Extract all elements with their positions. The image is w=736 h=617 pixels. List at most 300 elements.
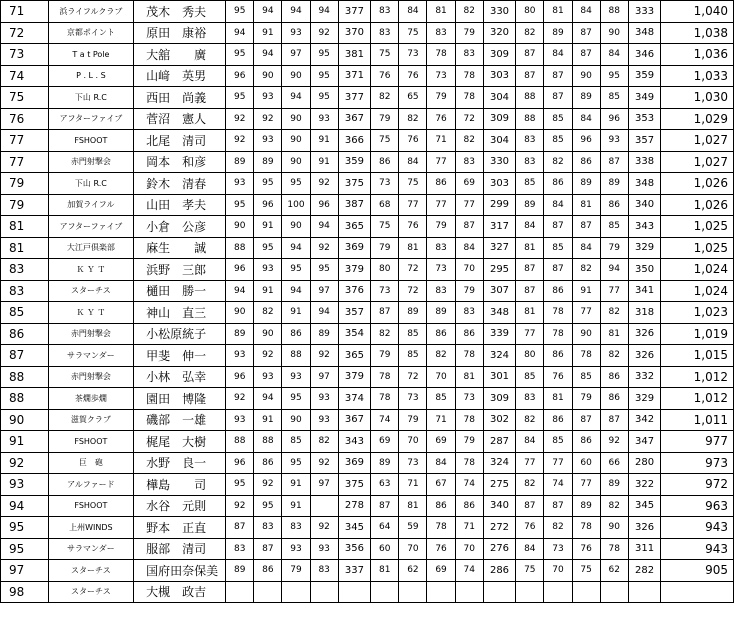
series1-score-4: 97 — [310, 366, 338, 388]
name-cell: 茂木 秀夫 — [134, 1, 226, 23]
series3-subtotal: 349 — [628, 87, 660, 109]
series2-subtotal: 324 — [483, 345, 515, 367]
series1-score-2: 88 — [254, 431, 282, 453]
series1-score-2: 86 — [254, 560, 282, 582]
series3-score-3: 87 — [572, 216, 600, 238]
total-cell: 973 — [661, 452, 734, 474]
club-cell: アルファード — [48, 474, 134, 496]
series2-score-1: 78 — [371, 366, 399, 388]
series1-score-3: 91 — [282, 495, 310, 517]
series3-score-3: 89 — [572, 87, 600, 109]
series1-score-1: 92 — [226, 495, 254, 517]
series2-score-4: 83 — [455, 302, 483, 324]
series1-score-3: 94 — [282, 1, 310, 23]
series2-score-4: 78 — [455, 65, 483, 87]
series1-score-1: 96 — [226, 259, 254, 281]
rank-cell: 91 — [1, 431, 49, 453]
series3-subtotal: 322 — [628, 474, 660, 496]
rank-cell: 83 — [1, 259, 49, 281]
series2-subtotal: 272 — [483, 517, 515, 539]
table-row — [1, 44, 734, 66]
series1-score-1: 87 — [226, 517, 254, 539]
name-cell: 山﨑 英男 — [134, 65, 226, 87]
series3-score-3: 60 — [572, 452, 600, 474]
series3-score-1: 80 — [516, 1, 544, 23]
table-row — [1, 474, 734, 496]
series1-score-1: 94 — [226, 280, 254, 302]
series1-subtotal: 366 — [338, 130, 370, 152]
rank-cell: 95 — [1, 517, 49, 539]
series1-score-1: 93 — [226, 173, 254, 195]
table-row — [1, 1, 734, 23]
series1-score-4: 93 — [310, 108, 338, 130]
series1-score-1: 88 — [226, 431, 254, 453]
club-cell: アフターファイブ — [48, 216, 134, 238]
series3-subtotal: 326 — [628, 345, 660, 367]
series1-score-1: 89 — [226, 560, 254, 582]
series2-score-2: 70 — [399, 538, 427, 560]
club-cell: 大江戸倶楽部 — [48, 237, 134, 259]
club-cell: 赤門射撃会 — [48, 151, 134, 173]
series1-score-3: 95 — [282, 259, 310, 281]
series3-score-1: 82 — [516, 474, 544, 496]
series3-score-4: 66 — [600, 452, 628, 474]
series2-score-3: 73 — [427, 65, 455, 87]
series3-score-2: 86 — [544, 345, 572, 367]
series3-score-3: 75 — [572, 560, 600, 582]
series1-subtotal: 376 — [338, 280, 370, 302]
series2-score-4: 86 — [455, 495, 483, 517]
series1-score-3: 93 — [282, 22, 310, 44]
series2-subtotal: 301 — [483, 366, 515, 388]
series1-subtotal: 374 — [338, 388, 370, 410]
series1-subtotal: 369 — [338, 237, 370, 259]
series2-score-1: 86 — [371, 151, 399, 173]
series3-score-4: 87 — [600, 151, 628, 173]
series2-score-4: 69 — [455, 173, 483, 195]
club-cell: 巨 砲 — [48, 452, 134, 474]
series3-score-3: 86 — [572, 151, 600, 173]
series3-score-4: 90 — [600, 517, 628, 539]
series1-score-4 — [310, 581, 338, 603]
series2-subtotal: 320 — [483, 22, 515, 44]
series2-score-3: 83 — [427, 237, 455, 259]
series3-score-4: 85 — [600, 216, 628, 238]
series3-score-1: 84 — [516, 431, 544, 453]
series3-score-4: 81 — [600, 323, 628, 345]
series3-score-1 — [516, 581, 544, 603]
series2-score-3: 86 — [427, 495, 455, 517]
series1-score-1: 89 — [226, 151, 254, 173]
series3-score-2: 78 — [544, 323, 572, 345]
total-cell: 972 — [661, 474, 734, 496]
series2-score-1: 83 — [371, 1, 399, 23]
series1-score-2: 91 — [254, 216, 282, 238]
series3-score-2: 82 — [544, 151, 572, 173]
name-cell: 水谷 元則 — [134, 495, 226, 517]
series1-score-1: 88 — [226, 237, 254, 259]
series1-score-2: 91 — [254, 280, 282, 302]
series2-score-4: 87 — [455, 216, 483, 238]
series2-score-3: 69 — [427, 560, 455, 582]
series1-score-2: 92 — [254, 474, 282, 496]
table-row — [1, 173, 734, 195]
name-cell: 国府田奈保美 — [134, 560, 226, 582]
series2-score-2: 81 — [399, 237, 427, 259]
series2-score-4: 72 — [455, 108, 483, 130]
series2-score-2: 62 — [399, 560, 427, 582]
series1-score-1: 93 — [226, 345, 254, 367]
series1-subtotal: 343 — [338, 431, 370, 453]
series3-score-1: 81 — [516, 237, 544, 259]
series2-score-1: 79 — [371, 108, 399, 130]
table-row — [1, 560, 734, 582]
series1-subtotal: 337 — [338, 560, 370, 582]
total-cell: 1,026 — [661, 173, 734, 195]
club-cell: サラマンダー — [48, 345, 134, 367]
series1-score-4: 94 — [310, 1, 338, 23]
series2-score-1: 82 — [371, 323, 399, 345]
series1-score-1: 95 — [226, 474, 254, 496]
name-cell: 小倉 公彦 — [134, 216, 226, 238]
series3-subtotal — [628, 581, 660, 603]
name-cell: 麻生 誠 — [134, 237, 226, 259]
series1-score-3: 91 — [282, 302, 310, 324]
series2-score-2: 85 — [399, 345, 427, 367]
rank-cell: 79 — [1, 194, 49, 216]
series2-score-2: 85 — [399, 323, 427, 345]
series2-score-1: 87 — [371, 302, 399, 324]
total-cell: 1,027 — [661, 151, 734, 173]
series3-score-1: 81 — [516, 302, 544, 324]
series1-score-4: 94 — [310, 302, 338, 324]
series1-score-3: 93 — [282, 366, 310, 388]
series3-score-4: 87 — [600, 409, 628, 431]
name-cell: 水野 良一 — [134, 452, 226, 474]
series2-subtotal: 304 — [483, 87, 515, 109]
series1-subtotal: 375 — [338, 173, 370, 195]
table-row — [1, 388, 734, 410]
series1-score-1: 96 — [226, 366, 254, 388]
series1-score-1 — [226, 581, 254, 603]
series3-score-3: 79 — [572, 388, 600, 410]
series1-score-4: 97 — [310, 474, 338, 496]
series1-score-4: 95 — [310, 87, 338, 109]
total-cell: 1,011 — [661, 409, 734, 431]
series1-score-2: 95 — [254, 237, 282, 259]
series3-score-4: 82 — [600, 302, 628, 324]
series3-score-3: 87 — [572, 22, 600, 44]
series2-score-4: 79 — [455, 431, 483, 453]
series1-score-2: 96 — [254, 194, 282, 216]
series2-score-2: 73 — [399, 388, 427, 410]
name-cell: 大舘 廣 — [134, 44, 226, 66]
series1-score-4: 93 — [310, 538, 338, 560]
series1-score-1: 95 — [226, 1, 254, 23]
series1-score-4: 93 — [310, 409, 338, 431]
series2-score-1 — [371, 581, 399, 603]
series2-score-3: 76 — [427, 108, 455, 130]
series1-score-2: 86 — [254, 452, 282, 474]
series2-score-3: 86 — [427, 173, 455, 195]
series3-score-1: 83 — [516, 151, 544, 173]
series1-subtotal: 370 — [338, 22, 370, 44]
series1-score-2: 95 — [254, 173, 282, 195]
series2-score-1: 80 — [371, 259, 399, 281]
series1-score-3: 83 — [282, 517, 310, 539]
rank-cell: 86 — [1, 323, 49, 345]
series1-score-1: 92 — [226, 388, 254, 410]
series2-score-2: 72 — [399, 259, 427, 281]
series1-score-4: 92 — [310, 517, 338, 539]
series3-score-1: 87 — [516, 280, 544, 302]
series1-score-4: 95 — [310, 44, 338, 66]
series3-score-1: 77 — [516, 452, 544, 474]
series2-subtotal: 299 — [483, 194, 515, 216]
series3-subtotal: 353 — [628, 108, 660, 130]
series3-score-1: 88 — [516, 108, 544, 130]
series2-score-2 — [399, 581, 427, 603]
total-cell: 905 — [661, 560, 734, 582]
rank-cell: 83 — [1, 280, 49, 302]
rank-cell: 74 — [1, 65, 49, 87]
name-cell: 岡本 和彦 — [134, 151, 226, 173]
series1-score-4: 82 — [310, 431, 338, 453]
series1-score-3: 94 — [282, 280, 310, 302]
name-cell: 梶尾 大樹 — [134, 431, 226, 453]
series1-score-2 — [254, 581, 282, 603]
club-cell: 上州WINDS — [48, 517, 134, 539]
rank-cell: 79 — [1, 173, 49, 195]
series3-score-1: 77 — [516, 323, 544, 345]
rank-cell: 98 — [1, 581, 49, 603]
series3-score-2: 86 — [544, 409, 572, 431]
table-row — [1, 237, 734, 259]
series1-score-3: 90 — [282, 216, 310, 238]
series2-score-1: 83 — [371, 22, 399, 44]
series2-score-2: 76 — [399, 216, 427, 238]
series2-score-4: 82 — [455, 1, 483, 23]
series1-score-1: 96 — [226, 65, 254, 87]
series3-score-2: 74 — [544, 474, 572, 496]
series3-score-3: 90 — [572, 323, 600, 345]
club-cell: 赤門射撃会 — [48, 366, 134, 388]
series1-subtotal: 379 — [338, 366, 370, 388]
name-cell: 原田 康裕 — [134, 22, 226, 44]
series1-score-2: 94 — [254, 44, 282, 66]
series2-subtotal: 295 — [483, 259, 515, 281]
name-cell: 神山 直三 — [134, 302, 226, 324]
series2-score-4: 83 — [455, 44, 483, 66]
series3-subtotal: 348 — [628, 22, 660, 44]
series1-score-4: 89 — [310, 323, 338, 345]
series1-score-3: 90 — [282, 65, 310, 87]
series2-score-1: 60 — [371, 538, 399, 560]
series1-score-4 — [310, 495, 338, 517]
series2-score-2: 81 — [399, 495, 427, 517]
series1-subtotal: 365 — [338, 216, 370, 238]
series1-score-3: 90 — [282, 108, 310, 130]
club-cell: スターチス — [48, 581, 134, 603]
series2-score-1: 74 — [371, 409, 399, 431]
name-cell: 甲斐 伸一 — [134, 345, 226, 367]
club-cell: Ｋ Ｙ Ｔ — [48, 259, 134, 281]
series3-subtotal: 342 — [628, 409, 660, 431]
series3-score-2: 86 — [544, 280, 572, 302]
series1-score-1: 95 — [226, 87, 254, 109]
series2-score-4: 74 — [455, 474, 483, 496]
series2-score-4: 77 — [455, 194, 483, 216]
series1-score-2: 95 — [254, 495, 282, 517]
series2-score-3: 78 — [427, 44, 455, 66]
club-cell: P . L . S — [48, 65, 134, 87]
series1-score-3: 88 — [282, 345, 310, 367]
series2-subtotal: 330 — [483, 151, 515, 173]
series3-score-1: 85 — [516, 366, 544, 388]
series2-subtotal: 287 — [483, 431, 515, 453]
series3-score-2: 81 — [544, 388, 572, 410]
series2-score-4: 81 — [455, 366, 483, 388]
series3-score-3: 78 — [572, 517, 600, 539]
rank-cell: 77 — [1, 130, 49, 152]
series2-score-4 — [455, 581, 483, 603]
series3-score-3: 87 — [572, 409, 600, 431]
series3-score-3: 87 — [572, 44, 600, 66]
series2-score-4: 74 — [455, 560, 483, 582]
series2-score-4: 71 — [455, 517, 483, 539]
series1-score-2: 94 — [254, 388, 282, 410]
series1-score-2: 90 — [254, 323, 282, 345]
series1-score-3: 95 — [282, 173, 310, 195]
series2-score-3: 71 — [427, 130, 455, 152]
rank-cell: 85 — [1, 302, 49, 324]
series2-subtotal: 340 — [483, 495, 515, 517]
series3-score-1: 83 — [516, 388, 544, 410]
total-cell: 1,027 — [661, 130, 734, 152]
series2-score-2: 76 — [399, 130, 427, 152]
name-cell: 西田 尚義 — [134, 87, 226, 109]
series2-score-3: 69 — [427, 431, 455, 453]
series2-score-1: 81 — [371, 560, 399, 582]
club-cell: 浜ライフルクラブ — [48, 1, 134, 23]
series3-subtotal: 346 — [628, 44, 660, 66]
total-cell: 977 — [661, 431, 734, 453]
table-row — [1, 259, 734, 281]
series2-subtotal: 304 — [483, 130, 515, 152]
series1-score-3: 90 — [282, 130, 310, 152]
series2-score-2: 73 — [399, 452, 427, 474]
series3-score-4: 62 — [600, 560, 628, 582]
series3-subtotal: 326 — [628, 517, 660, 539]
series3-score-3: 77 — [572, 302, 600, 324]
series1-score-2: 92 — [254, 108, 282, 130]
series3-subtotal: 282 — [628, 560, 660, 582]
rank-cell: 75 — [1, 87, 49, 109]
series1-score-3: 97 — [282, 44, 310, 66]
table-row — [1, 517, 734, 539]
club-cell: スターチス — [48, 560, 134, 582]
table-row — [1, 302, 734, 324]
series3-score-1: 84 — [516, 538, 544, 560]
rank-cell: 81 — [1, 237, 49, 259]
series3-subtotal: 329 — [628, 388, 660, 410]
table-row — [1, 87, 734, 109]
series2-subtotal: 339 — [483, 323, 515, 345]
series2-score-1: 87 — [371, 495, 399, 517]
table-row — [1, 65, 734, 87]
series2-score-1: 75 — [371, 130, 399, 152]
club-cell: スターチス — [48, 280, 134, 302]
series2-score-3: 73 — [427, 259, 455, 281]
series3-score-2: 87 — [544, 216, 572, 238]
series2-score-2: 72 — [399, 366, 427, 388]
total-cell: 943 — [661, 517, 734, 539]
series2-score-2: 59 — [399, 517, 427, 539]
total-cell: 943 — [661, 538, 734, 560]
series2-score-1: 64 — [371, 517, 399, 539]
table-row — [1, 130, 734, 152]
series2-score-3: 78 — [427, 517, 455, 539]
series2-score-3: 82 — [427, 345, 455, 367]
rank-cell: 93 — [1, 474, 49, 496]
series2-score-3: 71 — [427, 409, 455, 431]
series1-score-3: 100 — [282, 194, 310, 216]
series2-score-2: 76 — [399, 65, 427, 87]
series3-subtotal: 311 — [628, 538, 660, 560]
series3-score-1: 87 — [516, 495, 544, 517]
club-cell: 滋賀クラブ — [48, 409, 134, 431]
series2-score-2: 89 — [399, 302, 427, 324]
series3-score-3: 78 — [572, 345, 600, 367]
name-cell: 小松原統子 — [134, 323, 226, 345]
series2-subtotal: 303 — [483, 65, 515, 87]
series3-score-3: 84 — [572, 1, 600, 23]
series2-score-3: 67 — [427, 474, 455, 496]
table-row — [1, 495, 734, 517]
club-cell: 茶燗歩燗 — [48, 388, 134, 410]
series1-score-2: 90 — [254, 65, 282, 87]
series1-score-4: 83 — [310, 560, 338, 582]
series2-score-1: 76 — [371, 65, 399, 87]
series1-score-4: 91 — [310, 130, 338, 152]
series3-subtotal: 341 — [628, 280, 660, 302]
series2-score-4: 79 — [455, 280, 483, 302]
series2-score-4: 82 — [455, 130, 483, 152]
series1-subtotal: 367 — [338, 108, 370, 130]
club-cell: T a t Pole — [48, 44, 134, 66]
name-cell: 菅沼 憲人 — [134, 108, 226, 130]
total-cell: 1,036 — [661, 44, 734, 66]
series3-score-4: 82 — [600, 495, 628, 517]
club-cell: FSHOOT — [48, 431, 134, 453]
table-row — [1, 431, 734, 453]
series2-subtotal: 330 — [483, 1, 515, 23]
series3-score-4: 82 — [600, 345, 628, 367]
series3-score-2: 86 — [544, 173, 572, 195]
series1-score-3: 90 — [282, 151, 310, 173]
series3-score-4: 86 — [600, 366, 628, 388]
name-cell: 鈴木 清春 — [134, 173, 226, 195]
rank-cell: 94 — [1, 495, 49, 517]
series2-score-2: 77 — [399, 194, 427, 216]
series2-score-2: 75 — [399, 173, 427, 195]
name-cell: 野本 正直 — [134, 517, 226, 539]
series3-score-3: 84 — [572, 108, 600, 130]
series2-subtotal: 309 — [483, 108, 515, 130]
club-cell: アフターファイブ — [48, 108, 134, 130]
series3-score-3 — [572, 581, 600, 603]
club-cell: 加賀ライフル — [48, 194, 134, 216]
